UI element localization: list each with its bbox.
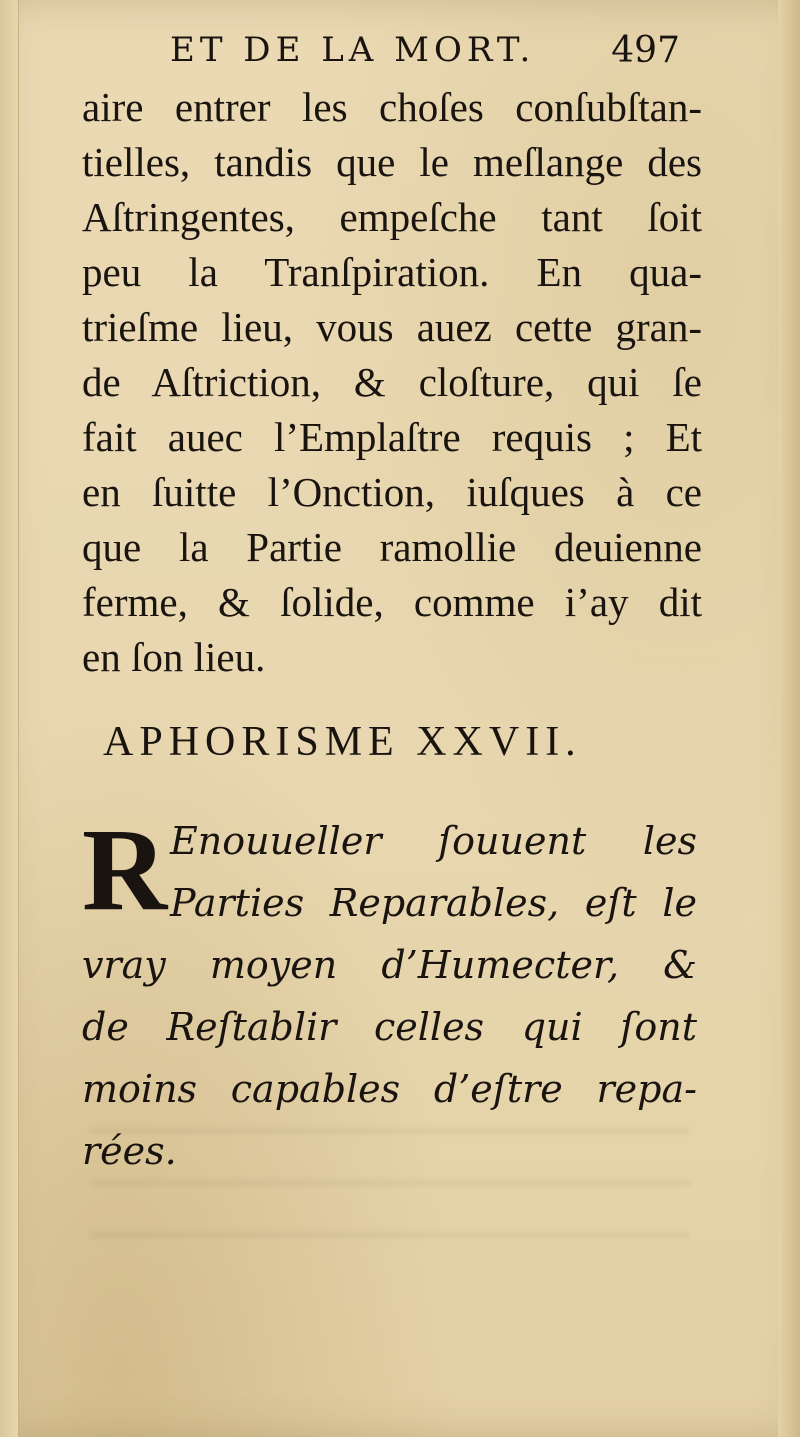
body-line: tielles, tandis que le meſlange des — [82, 139, 702, 185]
body-line: trieſme lieu, vous auez cette gran- — [82, 304, 702, 350]
body-line: peu la Tranſpiration. En qua- — [82, 249, 702, 295]
aphorism-line: vray moyen d’Humecter, & — [82, 943, 697, 987]
page-right-edge — [778, 0, 800, 1437]
body-line: que la Partie ramollie deuienne — [82, 524, 702, 570]
body-line: aire entrer les choſes conſubſtan- — [82, 84, 702, 130]
aphorism-line: Enouueller ſouuent les — [170, 819, 697, 863]
aphorism-line: Parties Reparables, eſt le — [170, 881, 697, 925]
show-through-bleed — [90, 1120, 690, 1280]
page-header — [170, 30, 690, 80]
body-line: ferme, & ſolide, comme i’ay dit — [82, 579, 702, 625]
aphorism-line: rées. — [82, 1129, 177, 1173]
body-line: fait auec l’Emplaſtre requis ; Et — [82, 414, 702, 460]
body-line: Aſtringentes, empeſche tant ſoit — [82, 194, 702, 240]
drop-cap: R — [82, 804, 168, 935]
body-paragraph — [82, 80, 702, 685]
section-heading: APHORISME XXVII. — [103, 719, 582, 765]
aphorism-line: de Reſtablir celles qui ſont — [82, 1005, 697, 1049]
aphorism-line: moins capables d’eſtre repa- — [82, 1067, 697, 1111]
body-line: en ſon lieu. — [82, 634, 266, 680]
body-line: en ſuitte l’Onction, iuſques à ce — [82, 469, 702, 515]
running-head: ET DE LA MORT. — [170, 30, 536, 70]
body-line: de Aſtriction, & cloſture, qui ſe — [82, 359, 702, 405]
page-number: 497 — [611, 30, 680, 71]
page-left-edge — [0, 0, 19, 1437]
